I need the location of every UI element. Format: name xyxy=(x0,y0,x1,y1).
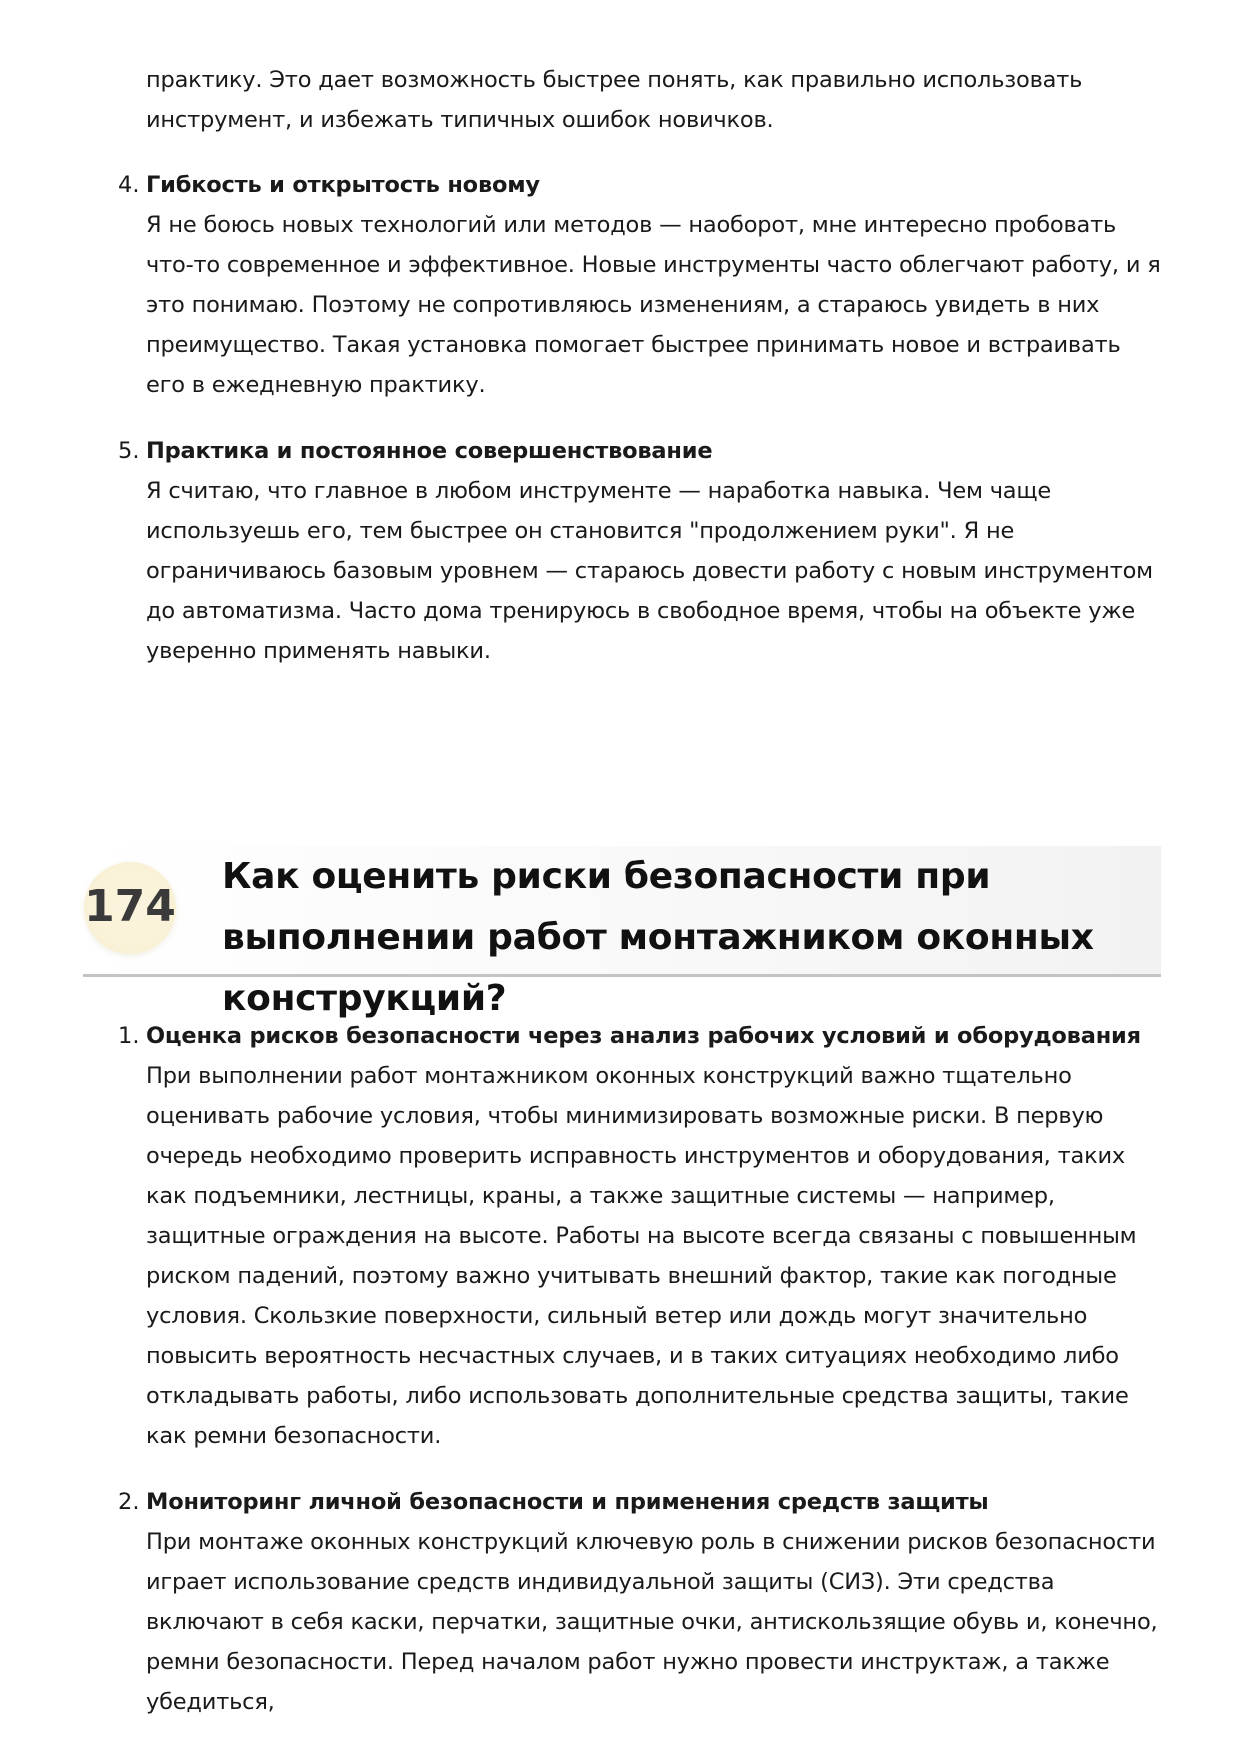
list-item-title: Гибкость и открытость новому xyxy=(146,172,540,198)
list-item xyxy=(118,165,1166,405)
continuation-text: практику. Это дает возможность быстрее понять, как правильно использовать инструмент, и избежать типичных ошибок новичков. xyxy=(146,67,1083,133)
section-title: Как оценить риски безопасности при выполнении работ монтажником оконных конструкций? xyxy=(222,856,1094,1019)
list-item-number: 1. xyxy=(118,1023,140,1049)
section-divider xyxy=(83,974,1161,977)
list-item xyxy=(118,1482,1166,1722)
continuation-paragraph xyxy=(146,60,1166,140)
list-item-title: Практика и постоянное совершенствование xyxy=(146,438,713,464)
list-item-body: При выполнении работ монтажником оконных конструкций важно тщательно оценивать рабочие условия, чтобы минимизировать возможные риски. В первую очередь необходимо проверить исправность инструментов и оборудования, таких как подъемники, лестницы, краны, а также защитные системы — например, защитные ограждения на высоте. Работы на высоте всегда связаны с повышенным риском падений, поэтому важно учитывать внешний фактор, такие как погодные условия. Скользкие поверхности, сильный ветер или дождь могут значительно повысить вероятность несчастных случаев, и в таких ситуациях необходимо либо откладывать работы, либо использовать дополнительные средства защиты, такие как ремни безопасности. xyxy=(146,1063,1137,1449)
list-item xyxy=(118,431,1166,671)
list-item-title: Мониторинг личной безопасности и применения средств защиты xyxy=(146,1489,989,1515)
list-item-body: Я не боюсь новых технологий или методов — наоборот, мне интересно пробовать что-то современное и эффективное. Новые инструменты часто облегчают работу, и я это понимаю. Поэтому не сопротивляюсь изменениям, а стараюсь увидеть в них преимущество. Такая установка помогает быстрее принимать новое и встраивать его в ежедневную практику. xyxy=(146,212,1161,398)
list-item-number: 5. xyxy=(118,438,140,464)
list-item-body: Я считаю, что главное в любом инструменте — наработка навыка. Чем чаще используешь его, тем быстрее он становится "продолжением руки". Я не ограничиваюсь базовым уровнем — стараюсь довести работу с новым инструментом до автоматизма. Часто дома тренируюсь в свободное время, чтобы на объекте уже уверенно применять навыки. xyxy=(146,478,1153,664)
list-item-number: 2. xyxy=(118,1489,140,1515)
list-item-title: Оценка рисков безопасности через анализ рабочих условий и оборудования xyxy=(146,1023,1141,1049)
list-item xyxy=(118,1016,1166,1456)
question-number: 174 xyxy=(84,881,176,932)
list-item-number: 4. xyxy=(118,172,140,198)
list-item-body: При монтаже оконных конструкций ключевую роль в снижении рисков безопасности играет использование средств индивидуальной защиты (СИЗ). Эти средства включают в себя каски, перчатки, защитные очки, антискользящие обувь и, конечно, ремни безопасности. Перед началом работ нужно провести инструктаж, а также убедиться, xyxy=(146,1529,1158,1715)
